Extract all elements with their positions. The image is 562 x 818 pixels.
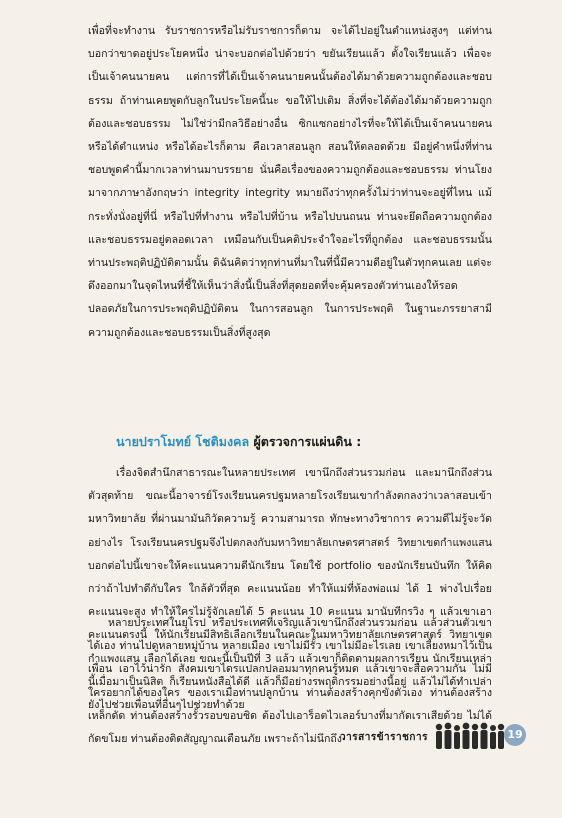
- page-number-badge: 19: [504, 724, 526, 746]
- journal-title: วารสารข้าราชการ: [340, 732, 428, 743]
- speaker-role: ผู้ตรวจการแผ่นดิน :: [253, 434, 362, 449]
- body-paragraph-2: เรื่องจิตสำนึกสาธารณะในหลายประเทศ เขานึกถึงส่วนรวมก่อน และมานึกถึงส่วนตัวสุดท้าย ขณะนี้อาจารย์โรงเรียนนครปฐมหลายโรงเรียนเขากำลังตกลงว่าเวลาสอบเข้ามหาวิทยาลัย ที่ผ่านมามันกิวัดความรู้ ความสามารถ ทักษะทางวิชาการ ความดีไม่รู้จะวัดอย่างไร โรงเรียนนครปฐมจึงไปตกลงกับมหาวิทยาลัยเกษตรศาสตร์ วิทยาเขตกำแพงแสน บอกต่อไปนี้เขาจะให้คะแนนความดีนักเรียน โดยใช้ portfolio ของนักเรียนบันทึก ให้คิดกว่าถ้าไปทำดีกับใคร ใกล้ตัวที่สุด คะแนนน้อย ทำให้แม่ที่ห้องพ่อแม่ ได้ 1 พ่างไปเรื่อยคะแนนจะสูง ทำให้ใครไม่รู้จักเลยได้ 5 คะแนน 10 คะแนน มานับทีกรวิง ๆ แล้วเขาเอาคะแนนตรงนี้ ให้นักเรียนมีสิทธิเลือกเรียนในคณะในมหาวิทยาลัยเกษตรศาสตร์ วิทยาเขตกำแพงแสน เลือกได้เลย ขณะนี้เป็นปีที่ 3 แล้ว แล้วเขาก็ติดตามผลการเรียน นักเรียนเหล่านี้เมื่อมาเป็นนิสิต ก็เรียนหนังสือได้ดี แล้วก็มีอย่างรพฤติกรรมอย่างนี้อยู่ แล้วไม่ได้ทำเปล่า ยังไปช่วยเพื่อนที่อื่นๆไปช่วยทำด้วย: [88, 467, 492, 712]
- people-silhouettes-icon: [434, 721, 512, 751]
- section-heading: [116, 432, 496, 452]
- page-footer: [340, 721, 528, 753]
- body-paragraph-3: หลายประเทศในยุโรป หรือประเทศที่เจริญแล้วเขานึกถึงส่วนรวมก่อน แล้วส่วนตัวเขาได้เอง ท่านไปดูหลายหมู่บ้าน หลายเมือง เขาไม่มีรั้ว เขาไม่มีอะไรเลย เขาเลี้ยงหมาไว้เป็นเพื่อน เอาไว้น่ารัก สังคมเขาไดรแปลกปลอมมาทุกคนรู้หมด แล้วเขาจะสื่อความกัน ไม่มีใครอยากได้ของใคร ของเราเมื่อท่านปลูกบ้าน ท่านต้องสร้างคุกขังตัวเอง ท่านต้องสร้างเหล็กดัด ท่านต้องสร้างรั้วรอบขอบชิด ต้องไปเอาร็อตไวเลอร์บางที่มากัดเราเสียด้วย ไม่ได้กัดขโมย ท่านต้องติดสัญญาณเตือนภัย เพราะถ้าไม่นึกถึง: [88, 617, 492, 746]
- speaker-name: นายปราโมทย์ โชติมงคล: [116, 434, 250, 449]
- body-paragraph-1: เพื่อที่จะทำงาน รับราชการหรือไม่รับราชการก็ตาม จะได้ไปอยู่ในตำแหน่งสูงๆ แต่ท่านบอกว่าขาดอยู่ประโยคหนึ่ง น่าจะบอกต่อไปด้วยว่า ขยันเรียนแล้ว ตั้งใจเรียนแล้ว เพื่อจะเป็นเจ้าคนนายคน แต่การที่ได้เป็นเจ้าคนนายคนนั้นต้องได้มาด้วยความถูกต้องและชอบธรรม ถ้าท่านเคยพูดกับลูกในประโยคนี้นะ ขอให้ไปเติม สิ่งที่จะได้ต้องได้มาด้วยความถูกต้องและชอบธรรม ไม่ใช่ว่ามีกลวิธีอย่างอื่น ซิกแซกอย่างไรที่จะให้ได้เป็นเจ้าคนนายคน หรือได้ตำแหน่ง หรือได้อะไรก็ตาม คือเวลาสอนลูก สอนให้ตลอดด้วย มีอยู่คำหนึ่งที่ท่านชอบพูดคำนี้มากเวลาท่านมาบรรยาย นั่นคือเรื่องของความถูกต้องและชอบธรรม ท่านโยงมาจากภาษาอังกฤษว่า integrity integrity หมายถึงว่าทุกครั้งไม่ว่าท่านจะอยู่ที่ไหน แม้กระทั่งนั่งอยู่ที่นี่ หรือไปที่ทำงาน หรือไปที่บ้าน หรือไปบนถนน ท่านจะยึดถือความถูกต้องและชอบธรรมอยู่ตลอดเวลา เหมือนกับเป็นคติประจำใจอะไรที่ถูกต้อง และชอบธรรมนั้นท่านประพฤติปฏิบัติตามนั้น ดิฉันคิดว่าทุกท่านที่มาในที่นี้มีความดีอยู่ในตัวทุกคนเลย แต่จะดึงออกมาในจุดไหนที่ชี้ให้เห็นว่าสิ่งนี้เป็นสิ่งที่สุดยอดที่จะคุ้มครองตัวท่านเองให้รอดปลอดภัยในการประพฤติปฏิบัติตน ในการสอนลูก ในการประพฤติ ในฐานะภรรยาสามี ความถูกต้องและชอบธรรมเป็นสิ่งที่สูงสุด: [88, 25, 492, 339]
